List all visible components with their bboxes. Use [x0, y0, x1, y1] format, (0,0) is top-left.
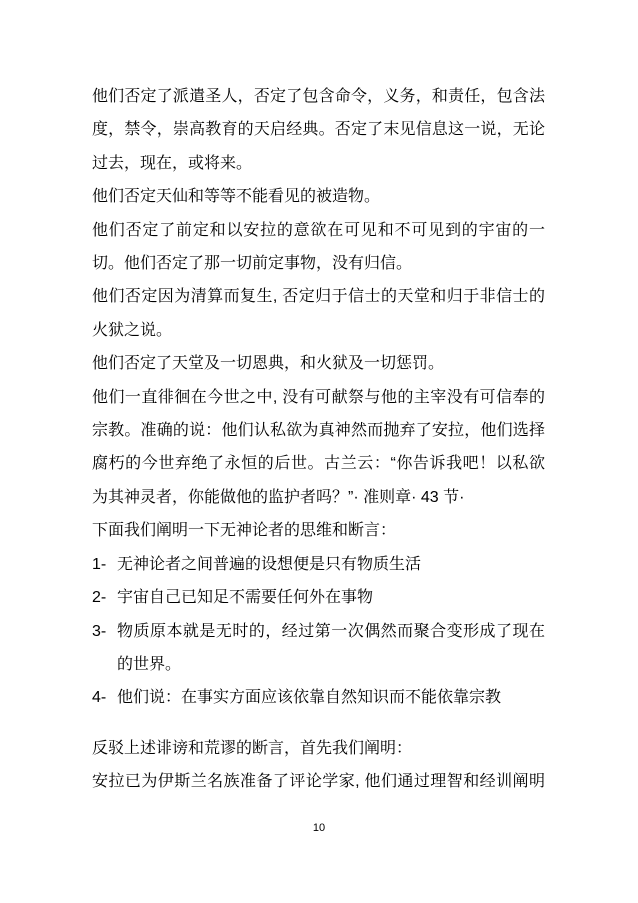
paragraph: [92, 732, 545, 765]
quran-citation-line: 为其神灵者，你能做他的监护者吗？”· 准则章· 43 节·: [92, 488, 465, 506]
text-line: 他们否定天仙和等等不能看见的被造物。: [92, 188, 381, 206]
list-marker: 3-: [92, 622, 107, 640]
list-marker: 2-: [92, 589, 107, 607]
list-item-text: 物质原本就是无时的，经过第一次偶然而聚合变形成了现在: [117, 622, 545, 640]
list-item: [92, 581, 545, 614]
text-line: 切。他们否定了那一切前定事物，没有归信。: [92, 255, 413, 273]
text-line: 他们否定了天堂及一切恩典，和火狱及一切惩罚。: [92, 355, 445, 373]
text-line: 他们一直徘徊在今世之中, 没有可献祭与他的主宰没有可信奉的: [92, 388, 545, 406]
text-line: 他们否定了派遣圣人，否定了包含命令，义务，和责任，包含法: [92, 88, 545, 105]
closing-section: [92, 732, 545, 799]
document-body: [92, 80, 545, 799]
text-line: 度，禁令，崇高教育的天启经典。否定了末见信息这一说，无论: [92, 121, 545, 139]
paragraph: [92, 80, 545, 180]
list-item-text: 无神论者之间普遍的设想便是只有物质生活: [117, 555, 422, 573]
text-line: 反驳上述诽谤和荒谬的断言，首先我们阐明：: [92, 739, 413, 757]
paragraph: [92, 765, 545, 798]
text-line: 腐朽的今世弃绝了永恒的后世。古兰云：“你告诉我吧！以私欲: [92, 455, 545, 473]
text-line: 安拉已为伊斯兰名族准备了评论学家, 他们通过理智和经训阐明: [92, 773, 545, 791]
paragraph-spacer: [92, 715, 545, 732]
list-item-text: 他们说：在事实方面应该依靠自然知识而不能依靠宗教: [117, 689, 502, 707]
text-line: 过去，现在，或将来。: [92, 154, 253, 172]
list-marker: 4-: [92, 689, 107, 707]
paragraph: [92, 280, 545, 347]
paragraph: [92, 347, 545, 380]
paragraph: [92, 514, 545, 547]
list-marker: 1-: [92, 555, 107, 573]
text-line: 他们否定因为清算而复生, 否定归于信士的天堂和归于非信士的: [92, 288, 545, 306]
text-line: 火狱之说。: [92, 321, 173, 339]
paragraph: [92, 214, 545, 281]
list-item: [92, 548, 545, 581]
numbered-list: [92, 548, 545, 715]
paragraph: [92, 180, 545, 213]
paragraph: [92, 381, 545, 515]
list-item: [92, 615, 545, 682]
text-line: 他们否定了前定和以安拉的意欲在可见和不可见到的宇宙的一: [92, 221, 545, 239]
list-item: [92, 681, 545, 714]
text-line: 宗教。准确的说：他们认私欲为真神然而抛弃了安拉，他们选择: [92, 422, 545, 440]
list-item-text: 的世界。: [117, 655, 182, 673]
text-line: 下面我们阐明一下无神论者的思维和断言：: [92, 522, 397, 540]
list-item-text: 宇宙自己已知足不需要任何外在事物: [117, 589, 374, 607]
page-number: 10: [312, 822, 326, 834]
